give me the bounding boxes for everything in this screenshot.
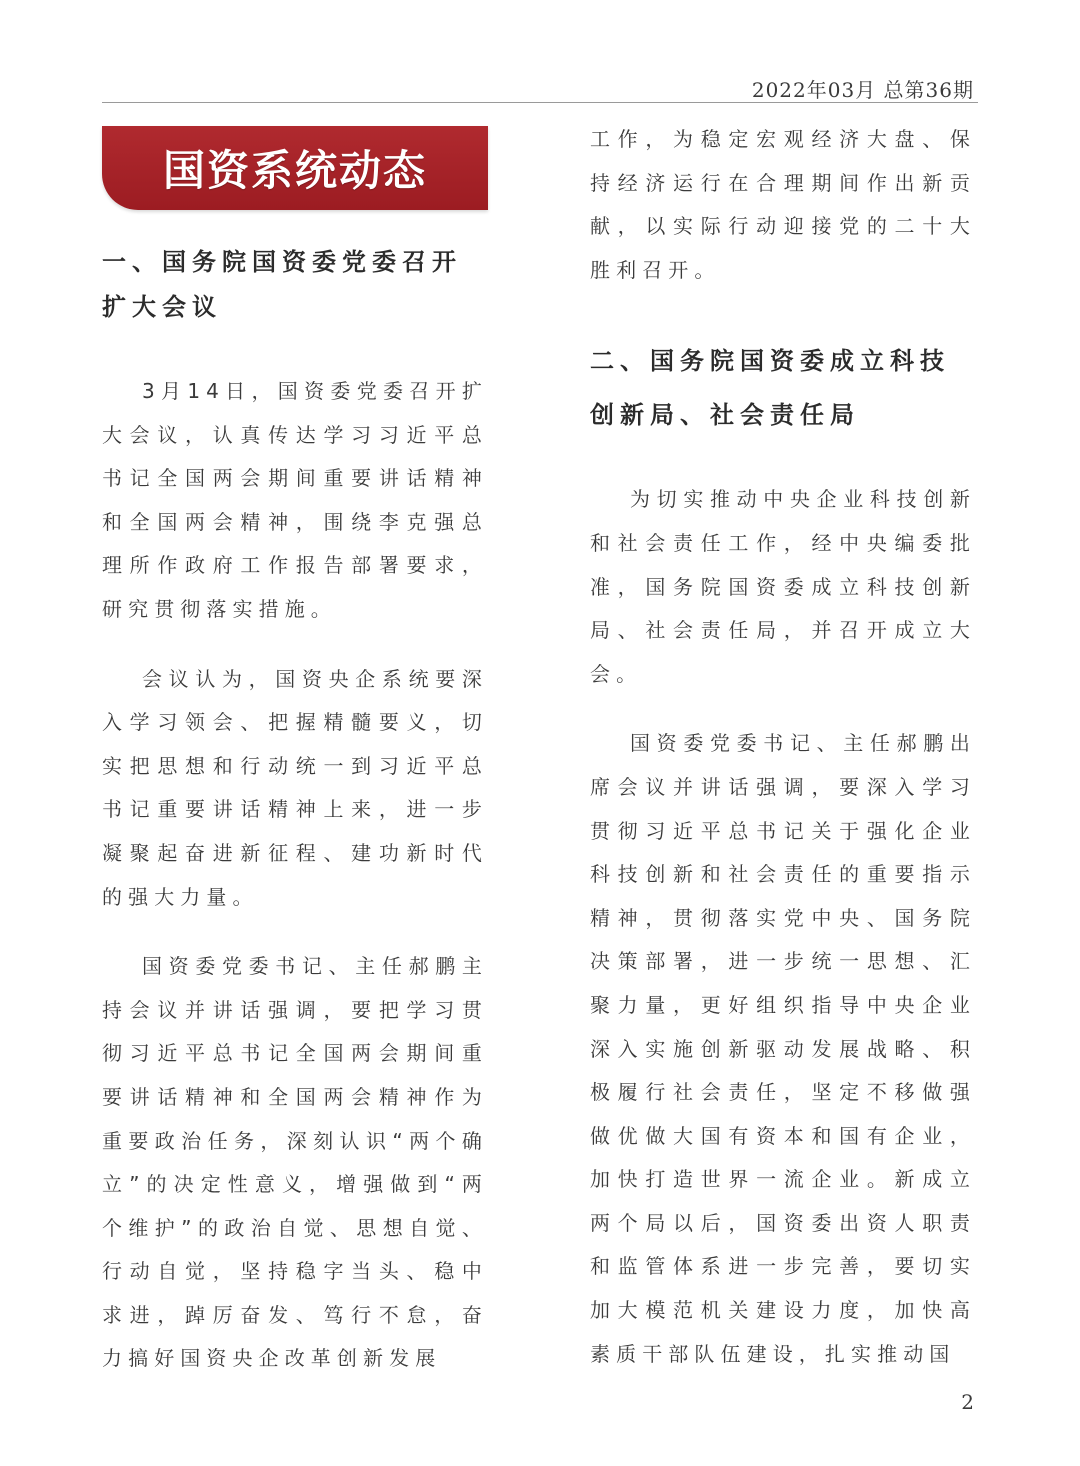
article-1-paragraph-1: 3月14日，国资委党委召开扩大会议，认真传达学习习近平总书记全国两会期间重要讲话精神和全国两会精神，围绕李克强总理所作政府工作报告部署要求，研究贯彻落实措施。 [102, 379, 488, 621]
issue-info: 2022年03月 总第36期 [751, 78, 974, 102]
article-1-paragraph-2: 会议认为，国资央企系统要深入学习领会、把握精髓要义，切实把思想和行动统一到习近平总书记重要讲话精神上来，进一步凝聚起奋进新征程、建功新时代的强大力量。 [102, 666, 488, 909]
section-title: 国资系统动态 [162, 146, 427, 195]
left-column [102, 240, 488, 1381]
page-number: 2 [961, 1390, 974, 1414]
article-1-paragraph-3: 国资委党委书记、主任郝鹏主持会议并讲话强调，要把学习贯彻习近平总书记全国两会期间重要讲话精神和全国两会精神作为重要政治任务，深刻认识“两个确立”的决定性意义，增强做到“两个维护”的政治自觉、思想自觉、行动自觉，坚持稳字当头、稳中求进，踔厉奋发、笃行不怠，奋力搞好国资央企改革创新发展 [102, 954, 488, 1371]
article-1-continuation: 工作，为稳定宏观经济大盘、保持经济运行在合理期间作出新贡献，以实际行动迎接党的二十大胜利召开。 [590, 127, 976, 282]
section-banner [102, 126, 488, 210]
right-column [590, 118, 976, 1376]
article-2-paragraph-2: 国资委党委书记、主任郝鹏出席会议并讲话强调，要深入学习贯彻习近平总书记关于强化企业科技创新和社会责任的重要指示精神，贯彻落实党中央、国务院决策部署，进一步统一思想、汇聚力量，更好组织指导中央企业深入实施创新驱动发展战略、积极履行社会责任，坚定不移做强做优做大国有资本和国有企业，加快打造世界一流企业。新成立两个局以后，国资委出资人职责和监管体系进一步完善，要切实加大模范机关建设力度，加快高素质干部队伍建设，扎实推动国 [590, 731, 976, 1366]
article-2-heading: 二、国务院国资委成立科技创新局、社会责任局 [590, 347, 950, 430]
article-2-paragraph-1: 为切实推动中央企业科技创新和社会责任工作，经中央编委批准，国务院国资委成立科技创新局、社会责任局，并召开成立大会。 [590, 487, 976, 686]
article-1-heading: 一、国务院国资委党委召开扩大会议 [102, 248, 462, 321]
header-divider [102, 102, 978, 103]
